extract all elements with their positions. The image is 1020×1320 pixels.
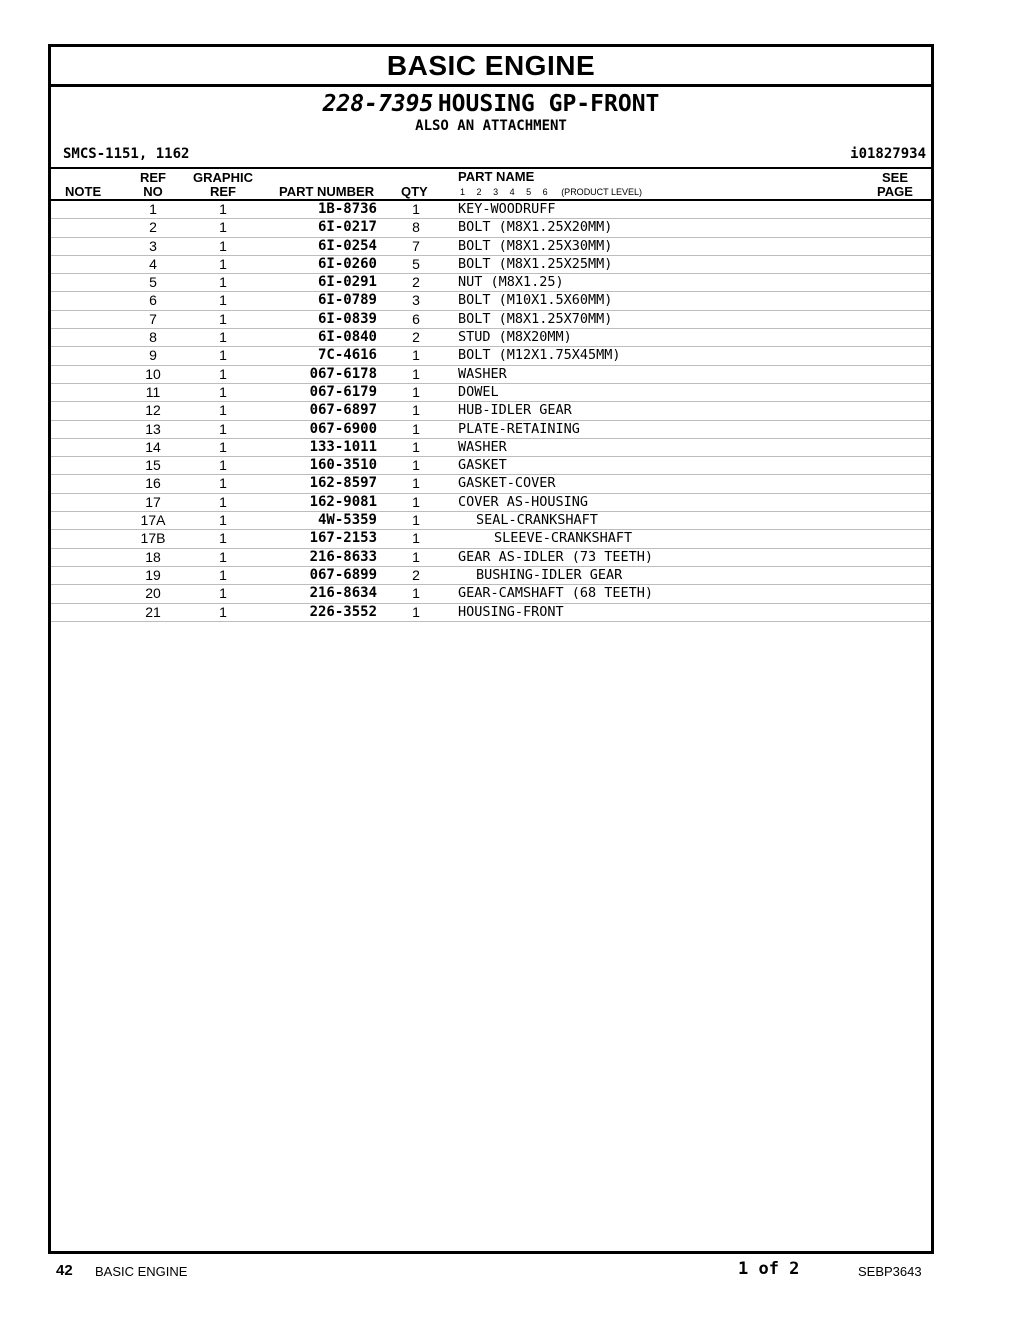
section-title: BASIC ENGINE bbox=[51, 47, 931, 87]
part-name: KEY-WOODRUFF bbox=[458, 201, 556, 217]
quantity: 2 bbox=[412, 566, 420, 583]
parts-table-body bbox=[51, 201, 931, 622]
level-1: 1 bbox=[460, 187, 466, 197]
ref-no: 14 bbox=[145, 438, 161, 455]
quantity: 1 bbox=[412, 347, 420, 364]
part-name: NUT (M8X1.25) bbox=[458, 274, 564, 291]
table-row bbox=[51, 329, 931, 347]
part-number: 6I-0789 bbox=[317, 292, 377, 309]
ref-no: 13 bbox=[145, 420, 161, 437]
part-number: 067-6900 bbox=[309, 420, 377, 437]
ref-no: 3 bbox=[149, 237, 157, 254]
part-name: SLEEVE-CRANKSHAFT bbox=[494, 530, 633, 547]
quantity: 2 bbox=[412, 274, 420, 291]
table-row bbox=[51, 366, 931, 384]
quantity: 1 bbox=[412, 365, 420, 382]
table-row bbox=[51, 530, 931, 548]
part-name: WASHER bbox=[458, 438, 507, 455]
graphic-ref: 1 bbox=[219, 274, 227, 291]
table-row bbox=[51, 457, 931, 475]
part-number: 1B-8736 bbox=[317, 201, 377, 217]
quantity: 1 bbox=[412, 475, 420, 492]
graphic-ref: 1 bbox=[219, 585, 227, 602]
quantity: 1 bbox=[412, 548, 420, 565]
table-row bbox=[51, 292, 931, 310]
part-name: COVER AS-HOUSING bbox=[458, 493, 589, 510]
part-name: DOWEL bbox=[458, 383, 499, 400]
graphic-ref: 1 bbox=[219, 383, 227, 400]
quantity: 8 bbox=[412, 219, 420, 236]
table-row bbox=[51, 311, 931, 329]
part-name: BUSHING-IDLER GEAR bbox=[476, 566, 623, 583]
part-name: GEAR-CAMSHAFT (68 TEETH) bbox=[458, 585, 654, 602]
col-see-top: SEE bbox=[881, 170, 908, 185]
table-row bbox=[51, 384, 931, 402]
part-number: 067-6897 bbox=[309, 402, 377, 419]
quantity: 1 bbox=[412, 438, 420, 455]
part-name: STUD (M8X20MM) bbox=[458, 329, 572, 346]
part-number: 067-6178 bbox=[309, 365, 377, 382]
part-number: 6I-0217 bbox=[317, 219, 377, 236]
quantity: 1 bbox=[412, 603, 420, 620]
ref-no: 10 bbox=[145, 365, 161, 382]
part-number: 160-3510 bbox=[309, 457, 377, 474]
quantity: 1 bbox=[412, 457, 420, 474]
graphic-ref: 1 bbox=[219, 420, 227, 437]
graphic-ref: 1 bbox=[219, 365, 227, 382]
page-footer bbox=[0, 1259, 1020, 1282]
table-row bbox=[51, 475, 931, 493]
part-name: BOLT (M10X1.5X60MM) bbox=[458, 292, 613, 309]
ref-no: 2 bbox=[149, 219, 157, 236]
ref-no: 15 bbox=[145, 457, 161, 474]
quantity: 1 bbox=[412, 530, 420, 547]
part-number: 7C-4616 bbox=[317, 347, 377, 364]
part-number: 6I-0840 bbox=[317, 329, 377, 346]
part-name: GASKET-COVER bbox=[458, 475, 556, 492]
quantity: 1 bbox=[412, 201, 420, 217]
graphic-ref: 1 bbox=[219, 292, 227, 309]
page-number: 42 bbox=[56, 1262, 73, 1279]
col-ref-bottom: NO bbox=[143, 184, 163, 199]
product-level-label: (PRODUCT LEVEL) bbox=[561, 187, 643, 197]
table-row bbox=[51, 439, 931, 457]
ref-no: 4 bbox=[149, 255, 157, 272]
part-name: WASHER bbox=[458, 365, 507, 382]
part-name: GEAR AS-IDLER (73 TEETH) bbox=[458, 548, 654, 565]
table-row bbox=[51, 512, 931, 530]
col-ref-top: REF bbox=[140, 170, 166, 185]
part-number: 067-6899 bbox=[309, 566, 377, 583]
group-part-number: 228-7395 bbox=[322, 91, 434, 117]
graphic-ref: 1 bbox=[219, 237, 227, 254]
table-row bbox=[51, 585, 931, 603]
quantity: 1 bbox=[412, 402, 420, 419]
part-number: 6I-0291 bbox=[317, 274, 377, 291]
graphic-ref: 1 bbox=[219, 475, 227, 492]
quantity: 1 bbox=[412, 493, 420, 510]
graphic-ref: 1 bbox=[219, 493, 227, 510]
ref-no: 18 bbox=[145, 548, 161, 565]
group-name: HOUSING GP-FRONT bbox=[437, 91, 660, 117]
ref-no: 9 bbox=[149, 347, 157, 364]
group-subtitle: ALSO AN ATTACHMENT bbox=[415, 118, 567, 134]
table-row bbox=[51, 238, 931, 256]
col-part-name: PART NAME bbox=[458, 169, 535, 184]
part-name: HUB-IDLER GEAR bbox=[458, 402, 572, 419]
graphic-ref: 1 bbox=[219, 438, 227, 455]
quantity: 7 bbox=[412, 237, 420, 254]
part-number: 162-8597 bbox=[309, 475, 377, 492]
graphic-ref: 1 bbox=[219, 310, 227, 327]
table-row bbox=[51, 567, 931, 585]
part-name: BOLT (M12X1.75X45MM) bbox=[458, 347, 621, 364]
level-2: 2 bbox=[476, 187, 482, 197]
part-name: BOLT (M8X1.25X25MM) bbox=[458, 255, 613, 272]
quantity: 3 bbox=[412, 292, 420, 309]
table-header bbox=[51, 169, 931, 201]
table-row bbox=[51, 219, 931, 237]
ref-no: 12 bbox=[145, 402, 161, 419]
table-row bbox=[51, 604, 931, 622]
graphic-ref: 1 bbox=[219, 603, 227, 620]
part-number: 6I-0254 bbox=[317, 237, 377, 254]
sheet-indicator: 1 of 2 bbox=[738, 1259, 800, 1279]
part-name: PLATE-RETAINING bbox=[458, 420, 580, 437]
graphic-ref: 1 bbox=[219, 457, 227, 474]
ref-no: 17B bbox=[140, 530, 166, 547]
group-title bbox=[51, 91, 931, 117]
part-number: 6I-0839 bbox=[317, 310, 377, 327]
smcs-code: SMCS-1151, 1162 bbox=[63, 146, 190, 162]
ref-no: 16 bbox=[145, 475, 161, 492]
part-number: 226-3552 bbox=[309, 603, 377, 620]
part-name: GASKET bbox=[458, 457, 507, 474]
part-number: 216-8633 bbox=[309, 548, 377, 565]
quantity: 1 bbox=[412, 420, 420, 437]
level-5: 5 bbox=[526, 187, 532, 197]
part-number: 4W-5359 bbox=[317, 512, 377, 529]
level-6: 6 bbox=[542, 187, 548, 197]
product-levels bbox=[460, 187, 651, 197]
ref-no: 19 bbox=[145, 566, 161, 583]
part-name: BOLT (M8X1.25X30MM) bbox=[458, 237, 613, 254]
col-note: NOTE bbox=[65, 184, 102, 199]
illustration-id: i01827934 bbox=[850, 146, 926, 162]
part-name: BOLT (M8X1.25X70MM) bbox=[458, 310, 613, 327]
ref-no: 17 bbox=[145, 493, 161, 510]
col-qty: QTY bbox=[401, 184, 428, 199]
ref-no: 11 bbox=[145, 383, 161, 400]
ref-no: 5 bbox=[149, 274, 157, 291]
graphic-ref: 1 bbox=[219, 347, 227, 364]
col-graphic-top: GRAPHIC bbox=[193, 170, 253, 185]
graphic-ref: 1 bbox=[219, 255, 227, 272]
table-row bbox=[51, 421, 931, 439]
ref-no: 7 bbox=[149, 310, 157, 327]
quantity: 1 bbox=[412, 512, 420, 529]
ref-no: 1 bbox=[149, 201, 157, 217]
table-row bbox=[51, 402, 931, 420]
ref-no: 21 bbox=[145, 603, 161, 620]
part-name: HOUSING-FRONT bbox=[458, 603, 564, 620]
graphic-ref: 1 bbox=[219, 548, 227, 565]
table-row bbox=[51, 549, 931, 567]
table-row bbox=[51, 256, 931, 274]
col-graphic-bottom: REF bbox=[210, 184, 236, 199]
part-number: 6I-0260 bbox=[317, 255, 377, 272]
quantity: 6 bbox=[412, 310, 420, 327]
part-number: 067-6179 bbox=[309, 383, 377, 400]
graphic-ref: 1 bbox=[219, 201, 227, 217]
level-4: 4 bbox=[509, 187, 515, 197]
document-id: SEBP3643 bbox=[858, 1264, 922, 1279]
parts-list-frame bbox=[48, 44, 934, 1254]
col-part-number: PART NUMBER bbox=[279, 184, 375, 199]
table-row bbox=[51, 274, 931, 292]
part-number: 162-9081 bbox=[309, 493, 377, 510]
quantity: 1 bbox=[412, 383, 420, 400]
ref-no: 6 bbox=[149, 292, 157, 309]
level-3: 3 bbox=[493, 187, 499, 197]
table-row bbox=[51, 201, 931, 219]
graphic-ref: 1 bbox=[219, 512, 227, 529]
part-name: SEAL-CRANKSHAFT bbox=[476, 512, 598, 529]
quantity: 2 bbox=[412, 329, 420, 346]
col-see-bottom: PAGE bbox=[877, 184, 913, 199]
table-row bbox=[51, 347, 931, 365]
ref-no: 8 bbox=[149, 329, 157, 346]
table-row bbox=[51, 494, 931, 512]
ref-no: 17A bbox=[140, 512, 166, 529]
quantity: 5 bbox=[412, 255, 420, 272]
part-number: 216-8634 bbox=[309, 585, 377, 602]
part-name: BOLT (M8X1.25X20MM) bbox=[458, 219, 613, 236]
graphic-ref: 1 bbox=[219, 530, 227, 547]
ref-no: 20 bbox=[145, 585, 161, 602]
graphic-ref: 1 bbox=[219, 329, 227, 346]
graphic-ref: 1 bbox=[219, 402, 227, 419]
quantity: 1 bbox=[412, 585, 420, 602]
part-number: 167-2153 bbox=[309, 530, 377, 547]
graphic-ref: 1 bbox=[219, 219, 227, 236]
footer-section: BASIC ENGINE bbox=[95, 1264, 188, 1279]
graphic-ref: 1 bbox=[219, 566, 227, 583]
meta-bar bbox=[51, 143, 931, 169]
part-number: 133-1011 bbox=[309, 438, 377, 455]
